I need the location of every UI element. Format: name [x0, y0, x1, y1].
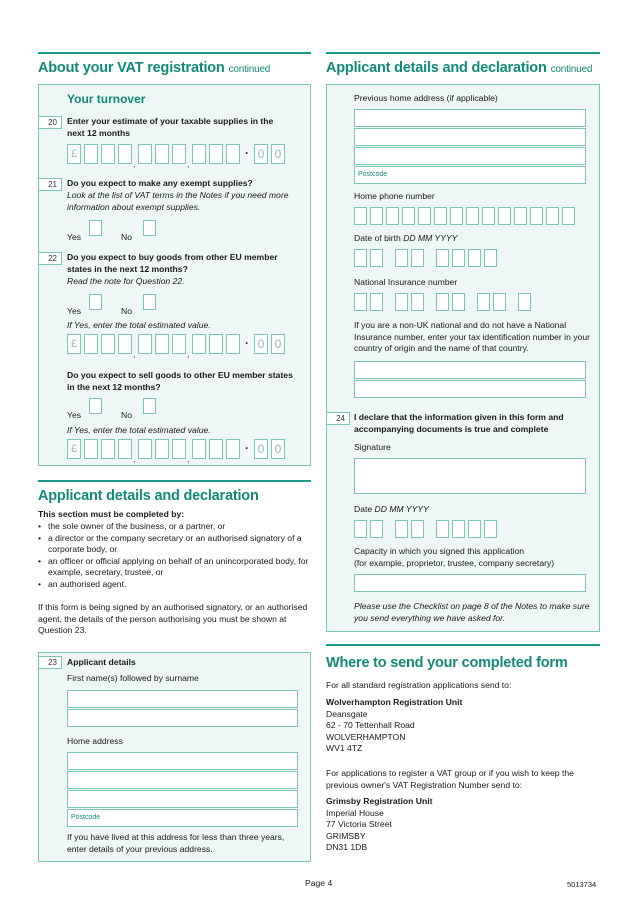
pence-cell[interactable]: 0	[254, 439, 268, 459]
q23-address-line3[interactable]	[67, 790, 298, 808]
q23-name-label: First name(s) followed by surname	[67, 673, 199, 683]
char-cell[interactable]	[395, 249, 408, 267]
q23-number: 23	[38, 656, 62, 669]
standard-intro: For all standard registration applications send to:	[326, 680, 512, 690]
q22-amount-field[interactable]	[67, 334, 297, 359]
thousands-separator: ,	[187, 349, 190, 359]
q21-number: 21	[38, 178, 62, 191]
char-cell[interactable]	[370, 207, 383, 225]
form-code: 5013734	[567, 880, 597, 889]
applicant-section-title: Applicant details and declaration	[38, 488, 259, 504]
q22-yes-label: Yes	[67, 306, 82, 316]
right-top-rule	[326, 52, 600, 54]
char-cell[interactable]	[514, 207, 527, 225]
pence-cell[interactable]: 0	[271, 144, 285, 164]
q21-note: Look at the list of VAT terms in the Notes if you need more information about exempt supplies.	[67, 190, 289, 212]
char-cell[interactable]	[482, 207, 495, 225]
digit-cell[interactable]	[138, 144, 152, 164]
q20-number: 20	[38, 116, 62, 129]
q23-address-line1[interactable]	[67, 752, 298, 770]
q22-number: 22	[38, 252, 62, 265]
char-cell[interactable]	[354, 207, 367, 225]
q23-address-line2[interactable]	[67, 771, 298, 789]
char-cell[interactable]	[370, 520, 383, 538]
char-cell[interactable]	[562, 207, 575, 225]
q22b-yes-label: Yes	[67, 410, 82, 420]
prev-address-line1[interactable]	[354, 109, 586, 127]
dob-label-text: Date of birth	[354, 233, 401, 243]
postcode-label: Postcode	[71, 814, 101, 821]
q22-yes-checkbox[interactable]	[89, 294, 102, 310]
digit-cell[interactable]	[155, 334, 169, 354]
decimal-point: ·	[245, 146, 249, 160]
char-cell[interactable]	[354, 293, 367, 311]
char-cell[interactable]	[484, 520, 497, 538]
char-cell[interactable]	[452, 520, 465, 538]
digit-cell[interactable]	[226, 439, 240, 459]
q22b-amount-field[interactable]	[67, 439, 297, 464]
char-cell[interactable]	[436, 520, 449, 538]
capacity-example: (for example, proprietor, trustee, company secretary)	[354, 558, 555, 568]
pence-cell[interactable]: 0	[254, 334, 268, 354]
char-cell[interactable]	[498, 207, 511, 225]
pence-cell[interactable]: 0	[254, 144, 268, 164]
pound-cell[interactable]: £	[67, 439, 81, 459]
char-cell[interactable]	[468, 520, 481, 538]
char-cell[interactable]	[434, 207, 447, 225]
digit-cell[interactable]	[209, 439, 223, 459]
digit-cell[interactable]	[138, 439, 152, 459]
q22b-ifyes: If Yes, enter the total estimated value.	[67, 425, 211, 435]
q22b-yes-checkbox[interactable]	[89, 398, 102, 414]
q23-name-line2[interactable]	[67, 709, 298, 727]
q23-title: Applicant details	[67, 657, 136, 667]
bullet-item: • an authorised agent.	[38, 578, 127, 589]
unit2-address	[326, 796, 432, 854]
tax-id-line1[interactable]	[354, 361, 586, 379]
unit1-line: WOLVERHAMPTON	[326, 731, 406, 742]
digit-cell[interactable]	[172, 144, 186, 164]
q22-text: Do you expect to buy goods from other EU member states in the next 12 months?	[67, 252, 278, 274]
q24-text: I declare that the information given in this form and accompanying documents is true and complete	[354, 412, 564, 434]
digit-cell[interactable]	[209, 144, 223, 164]
char-cell[interactable]	[370, 249, 383, 267]
where-to-send-title: Where to send your completed form	[326, 655, 568, 671]
right-applicant-title	[326, 60, 592, 76]
char-cell[interactable]	[386, 207, 399, 225]
turnover-panel	[38, 84, 311, 466]
capacity-field[interactable]	[354, 574, 586, 592]
checklist-note: Please use the Checklist on page 8 of the Notes to make sure you send everything we have asked for.	[354, 601, 590, 623]
char-cell[interactable]	[411, 293, 424, 311]
char-cell[interactable]	[436, 249, 449, 267]
char-cell[interactable]	[354, 520, 367, 538]
prev-address-line2[interactable]	[354, 128, 586, 146]
completed-by-list	[38, 521, 313, 590]
char-cell[interactable]	[418, 207, 431, 225]
completed-by-heading: This section must be completed by:	[38, 509, 185, 519]
unit1-line: WV1 4TZ	[326, 743, 363, 753]
q21-yes-checkbox[interactable]	[89, 220, 102, 236]
unit1-line: Deansgate	[326, 708, 368, 719]
q20-amount-field[interactable]	[67, 144, 297, 169]
q22-no-label: No	[121, 306, 132, 316]
postcode-label: Postcode	[358, 171, 388, 178]
sign-date-label-text: Date	[354, 504, 373, 514]
digit-cell[interactable]	[118, 439, 132, 459]
vat-section-title	[38, 60, 270, 76]
char-cell[interactable]	[452, 293, 465, 311]
thousands-separator: ,	[187, 159, 190, 169]
q24-number: 24	[326, 412, 350, 425]
digit-cell[interactable]	[192, 439, 206, 459]
char-cell[interactable]	[402, 207, 415, 225]
signatory-note: If this form is being signed by an authorised signatory, or an authorised agent, the details of the person authorising you must be shown at Question 23.	[38, 602, 308, 635]
unit2-line: Imperial House	[326, 807, 384, 818]
thousands-separator: ,	[133, 454, 136, 464]
capacity-label: Capacity in which you signed this application	[354, 546, 525, 556]
unit2-name: Grimsby Registration Unit	[326, 796, 433, 806]
char-cell[interactable]	[468, 249, 481, 267]
q20-text: Enter your estimate of your taxable supplies in the next 12 months	[67, 116, 274, 138]
char-cell[interactable]	[477, 293, 490, 311]
bullet-item: • an officer or official applying on behalf of an unincorporated body, for example, secretary, trustee, or	[38, 555, 309, 577]
prev-address-label: Previous home address (if applicable)	[354, 93, 498, 103]
digit-cell[interactable]	[209, 334, 223, 354]
pence-cell[interactable]: 0	[271, 334, 285, 354]
pound-cell[interactable]: £	[67, 334, 81, 354]
digit-cell[interactable]	[172, 334, 186, 354]
digit-cell[interactable]	[172, 439, 186, 459]
nonuk-label: If you are a non-UK national and do not have a National Insurance number, enter your tax identification number in your country of origin and the name of that country.	[354, 320, 590, 353]
unit1-name: Wolverhampton Registration Unit	[326, 697, 463, 707]
pence-cell[interactable]: 0	[271, 439, 285, 459]
q22-ifyes: If Yes, enter the total estimated value.	[67, 320, 211, 330]
char-cell[interactable]	[370, 293, 383, 311]
q22b-no-label: No	[121, 410, 132, 420]
dob-label	[354, 233, 457, 245]
digit-cell[interactable]	[101, 334, 115, 354]
q22-note: Read the note for Question 22.	[67, 276, 185, 286]
char-cell[interactable]	[466, 207, 479, 225]
char-cell[interactable]	[354, 249, 367, 267]
right-applicant-title-text: Applicant details and declaration	[326, 60, 547, 76]
thousands-separator: ,	[133, 159, 136, 169]
signature-field[interactable]	[354, 458, 586, 494]
digit-cell[interactable]	[155, 439, 169, 459]
char-cell[interactable]	[411, 249, 424, 267]
thousands-separator: ,	[187, 454, 190, 464]
char-cell[interactable]	[436, 293, 449, 311]
decimal-point: ·	[245, 441, 249, 455]
digit-cell[interactable]	[192, 334, 206, 354]
digit-cell[interactable]	[226, 144, 240, 164]
digit-cell[interactable]	[192, 144, 206, 164]
digit-cell[interactable]	[101, 144, 115, 164]
home-phone-label: Home phone number	[354, 191, 435, 201]
q23-home-label: Home address	[67, 736, 123, 746]
unit2-line: GRIMSBY	[326, 830, 366, 841]
turnover-heading: Your turnover	[67, 92, 146, 106]
dob-format: DD MM YYYY	[403, 233, 458, 243]
char-cell[interactable]	[452, 249, 465, 267]
bullet-item: • a director or the company secretary or an authorised signatory of a corporate body, or	[38, 532, 302, 554]
decimal-point: ·	[245, 336, 249, 350]
q22b-no-checkbox[interactable]	[143, 398, 156, 414]
left-top-rule	[38, 52, 311, 54]
q22-no-checkbox[interactable]	[143, 294, 156, 310]
char-cell[interactable]	[450, 207, 463, 225]
digit-cell[interactable]	[101, 439, 115, 459]
digit-cell[interactable]	[84, 144, 98, 164]
left-mid-rule	[38, 480, 311, 482]
digit-cell[interactable]	[155, 144, 169, 164]
vat-title-text: About your VAT registration	[38, 60, 225, 76]
q23-lived-note: If you have lived at this address for less than three years, enter details of your previous address.	[67, 832, 285, 854]
signature-label: Signature	[354, 442, 391, 452]
char-cell[interactable]	[518, 293, 531, 311]
vat-title-continued: continued	[228, 64, 271, 75]
right-applicant-continued: continued	[550, 64, 593, 75]
q22b-text: Do you expect to sell goods to other EU member states in the next 12 months?	[67, 370, 293, 392]
unit2-line: 77 Victoria Street	[326, 819, 392, 829]
q21-no-label: No	[121, 232, 132, 242]
digit-cell[interactable]	[84, 334, 98, 354]
char-cell[interactable]	[493, 293, 506, 311]
q21-no-checkbox[interactable]	[143, 220, 156, 236]
bullet-item: • the sole owner of the business, or a partner, or	[38, 521, 226, 531]
page-number: Page 4	[305, 878, 333, 888]
digit-cell[interactable]	[138, 334, 152, 354]
digit-cell[interactable]	[226, 334, 240, 354]
digit-cell[interactable]	[118, 144, 132, 164]
digit-cell[interactable]	[84, 439, 98, 459]
unit2-line: DN31 1DB	[326, 842, 368, 852]
q21-text: Do you expect to make any exempt supplies?	[67, 178, 253, 188]
pound-cell[interactable]: £	[67, 144, 81, 164]
char-cell[interactable]	[530, 207, 543, 225]
char-cell[interactable]	[395, 520, 408, 538]
sign-date-format: DD MM YYYY	[374, 504, 429, 514]
ni-label: National Insurance number	[354, 277, 458, 287]
sign-date-label	[354, 504, 429, 516]
unit1-address	[326, 697, 462, 755]
group-intro: For applications to register a VAT group or if you wish to keep the previous owner's VAT Registration Number send to:	[326, 768, 574, 790]
q23-postcode-field[interactable]	[67, 809, 298, 827]
char-cell[interactable]	[411, 520, 424, 538]
q23-name-line1[interactable]	[67, 690, 298, 708]
digit-cell[interactable]	[118, 334, 132, 354]
q21-yes-label: Yes	[67, 232, 82, 242]
char-cell[interactable]	[546, 207, 559, 225]
unit1-line: 62 - 70 Tettenhall Road	[326, 720, 415, 730]
tax-id-line2[interactable]	[354, 380, 586, 398]
thousands-separator: ,	[133, 349, 136, 359]
prev-address-line3[interactable]	[354, 147, 586, 165]
char-cell[interactable]	[395, 293, 408, 311]
right-mid-rule	[326, 644, 600, 646]
char-cell[interactable]	[484, 249, 497, 267]
prev-postcode-field[interactable]	[354, 166, 586, 184]
